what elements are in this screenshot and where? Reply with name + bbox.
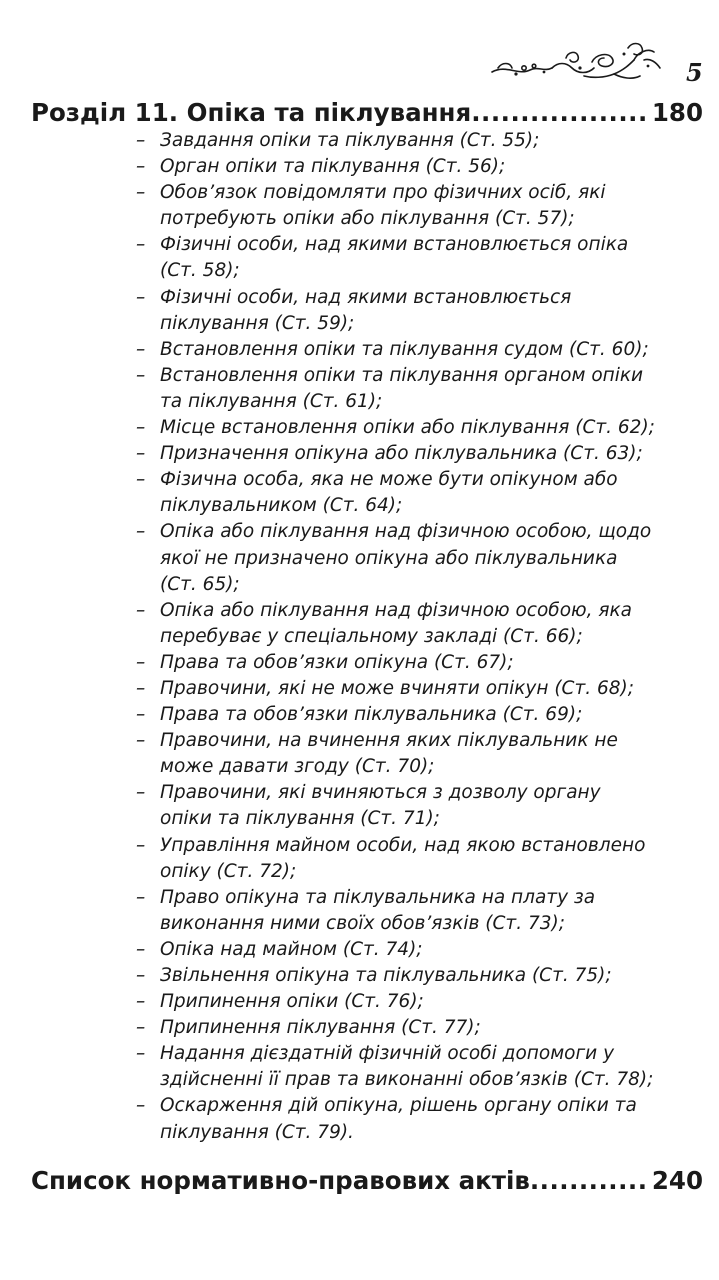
floral-flourish-icon [488, 38, 666, 90]
list-item-text: Надання дієздатній фізичній особі допомоги у здійсненні її прав та виконанні обов’язків (Ст. 78); [160, 1043, 654, 1091]
list-item-text: Правочини, на вчинення яких піклувальник не може давати згоду (Ст. 70); [160, 730, 618, 778]
list-item-text: Припинення опіки (Ст. 76); [160, 991, 424, 1013]
item-dash: – [136, 417, 146, 439]
page-number: 5 [686, 58, 703, 87]
section-title: Розділ 11. Опіка та піклування [31, 98, 472, 127]
item-dash: – [136, 834, 146, 856]
list-item-text: Фізичні особи, над якими встановлюється піклування (Ст. 59); [160, 286, 572, 334]
list-item [136, 598, 656, 650]
list-item-text: Встановлення опіки та піклування органом опіки та піклування (Ст. 61); [160, 364, 644, 412]
list-item [136, 702, 656, 728]
item-dash: – [136, 730, 146, 752]
item-dash: – [136, 1095, 146, 1117]
list-item-text: Правочини, які не може вчиняти опікун (Ст. 68); [160, 677, 635, 699]
list-item [136, 676, 656, 702]
list-item-text: Фізичні особи, над якими встановлюється опіка (Ст. 58); [160, 234, 629, 282]
section-heading [31, 97, 703, 129]
list-item-text: Оскарження дій опікуна, рішень органу опіки та піклування (Ст. 79). [160, 1095, 637, 1143]
list-item [136, 415, 656, 441]
list-item-text: Права та обов’язки піклувальника (Ст. 69); [160, 704, 583, 726]
list-item [136, 441, 656, 467]
list-item [136, 337, 656, 363]
item-dash: – [136, 965, 146, 986]
item-dash: – [136, 782, 146, 804]
section-title: Список нормативно-правових актів [31, 1166, 530, 1195]
item-dash: – [136, 182, 146, 204]
toc-item-list [136, 128, 656, 1146]
list-item-text: Завдання опіки та піклування (Ст. 55); [160, 130, 540, 151]
list-item [136, 363, 656, 415]
dot-leader [471, 97, 650, 129]
item-dash: – [136, 1017, 146, 1039]
item-dash: – [136, 156, 146, 178]
item-dash: – [136, 677, 146, 699]
list-item-text: Правочини, які вчиняються з дозволу органу опіки та піклування (Ст. 71); [160, 782, 601, 830]
list-item [136, 232, 656, 284]
list-item [136, 154, 656, 180]
list-item [136, 728, 656, 780]
list-item-text: Обов’язок повідомляти про фізичних осіб, які потребують опіки або піклування (Ст. 57); [160, 182, 606, 230]
item-dash: – [136, 886, 146, 908]
item-dash: – [136, 364, 146, 386]
item-dash: – [136, 234, 146, 256]
list-item-text: Призначення опікуна або піклувальника (Ст. 63); [160, 443, 643, 465]
item-dash: – [136, 1043, 146, 1065]
list-item [136, 1015, 656, 1041]
item-dash: – [136, 443, 146, 465]
list-item-text: Встановлення опіки та піклування судом (Ст. 60); [160, 338, 649, 360]
list-item [136, 989, 656, 1015]
list-item [136, 128, 656, 154]
list-item-text: Фізична особа, яка не може бути опікуном або піклувальником (Ст. 64); [160, 469, 618, 517]
item-dash: – [136, 469, 146, 491]
list-item-text: Права та обов’язки опікуна (Ст. 67); [160, 651, 514, 673]
list-item-text: Припинення піклування (Ст. 77); [160, 1017, 481, 1039]
list-item-text: Місце встановлення опіки або піклування (Ст. 62); [160, 417, 655, 439]
section-page: 180 [651, 98, 703, 127]
item-dash: – [136, 651, 146, 673]
list-item-text: Опіка або піклування над фізичною особою, щодо якої не призначено опікуна або піклувальника (Ст. 65); [160, 521, 652, 595]
list-item-text: Право опікуна та піклувальника на плату за виконання ними своїх обов’язків (Ст. 73); [160, 886, 596, 934]
list-item [136, 780, 656, 832]
list-item-text: Опіка або піклування над фізичною особою, яка перебуває у спеціальному закладі (Ст. 66); [160, 599, 632, 647]
list-item [136, 885, 656, 937]
dot-leader [530, 1165, 650, 1197]
item-dash: – [136, 130, 146, 151]
section-heading [31, 1165, 703, 1197]
list-item [136, 650, 656, 676]
list-item-text: Звільнення опікуна та піклувальника (Ст. 75); [160, 965, 612, 986]
item-dash: – [136, 599, 146, 621]
list-item [136, 519, 656, 597]
list-item [136, 180, 656, 232]
item-dash: – [136, 338, 146, 360]
list-item-text: Орган опіки та піклування (Ст. 56); [160, 156, 506, 178]
item-dash: – [136, 704, 146, 726]
list-item [136, 963, 656, 989]
list-item [136, 467, 656, 519]
list-item-text: Управління майном особи, над якою встановлено опіку (Ст. 72); [160, 834, 646, 882]
list-item [136, 937, 656, 963]
list-item [136, 833, 656, 885]
item-dash: – [136, 991, 146, 1013]
item-dash: – [136, 521, 146, 543]
list-item [136, 1041, 656, 1093]
list-item [136, 285, 656, 337]
item-dash: – [136, 938, 146, 960]
list-item-text: Опіка над майном (Ст. 74); [160, 938, 423, 960]
section-page: 240 [651, 1166, 703, 1195]
item-dash: – [136, 286, 146, 308]
list-item [136, 1093, 656, 1145]
